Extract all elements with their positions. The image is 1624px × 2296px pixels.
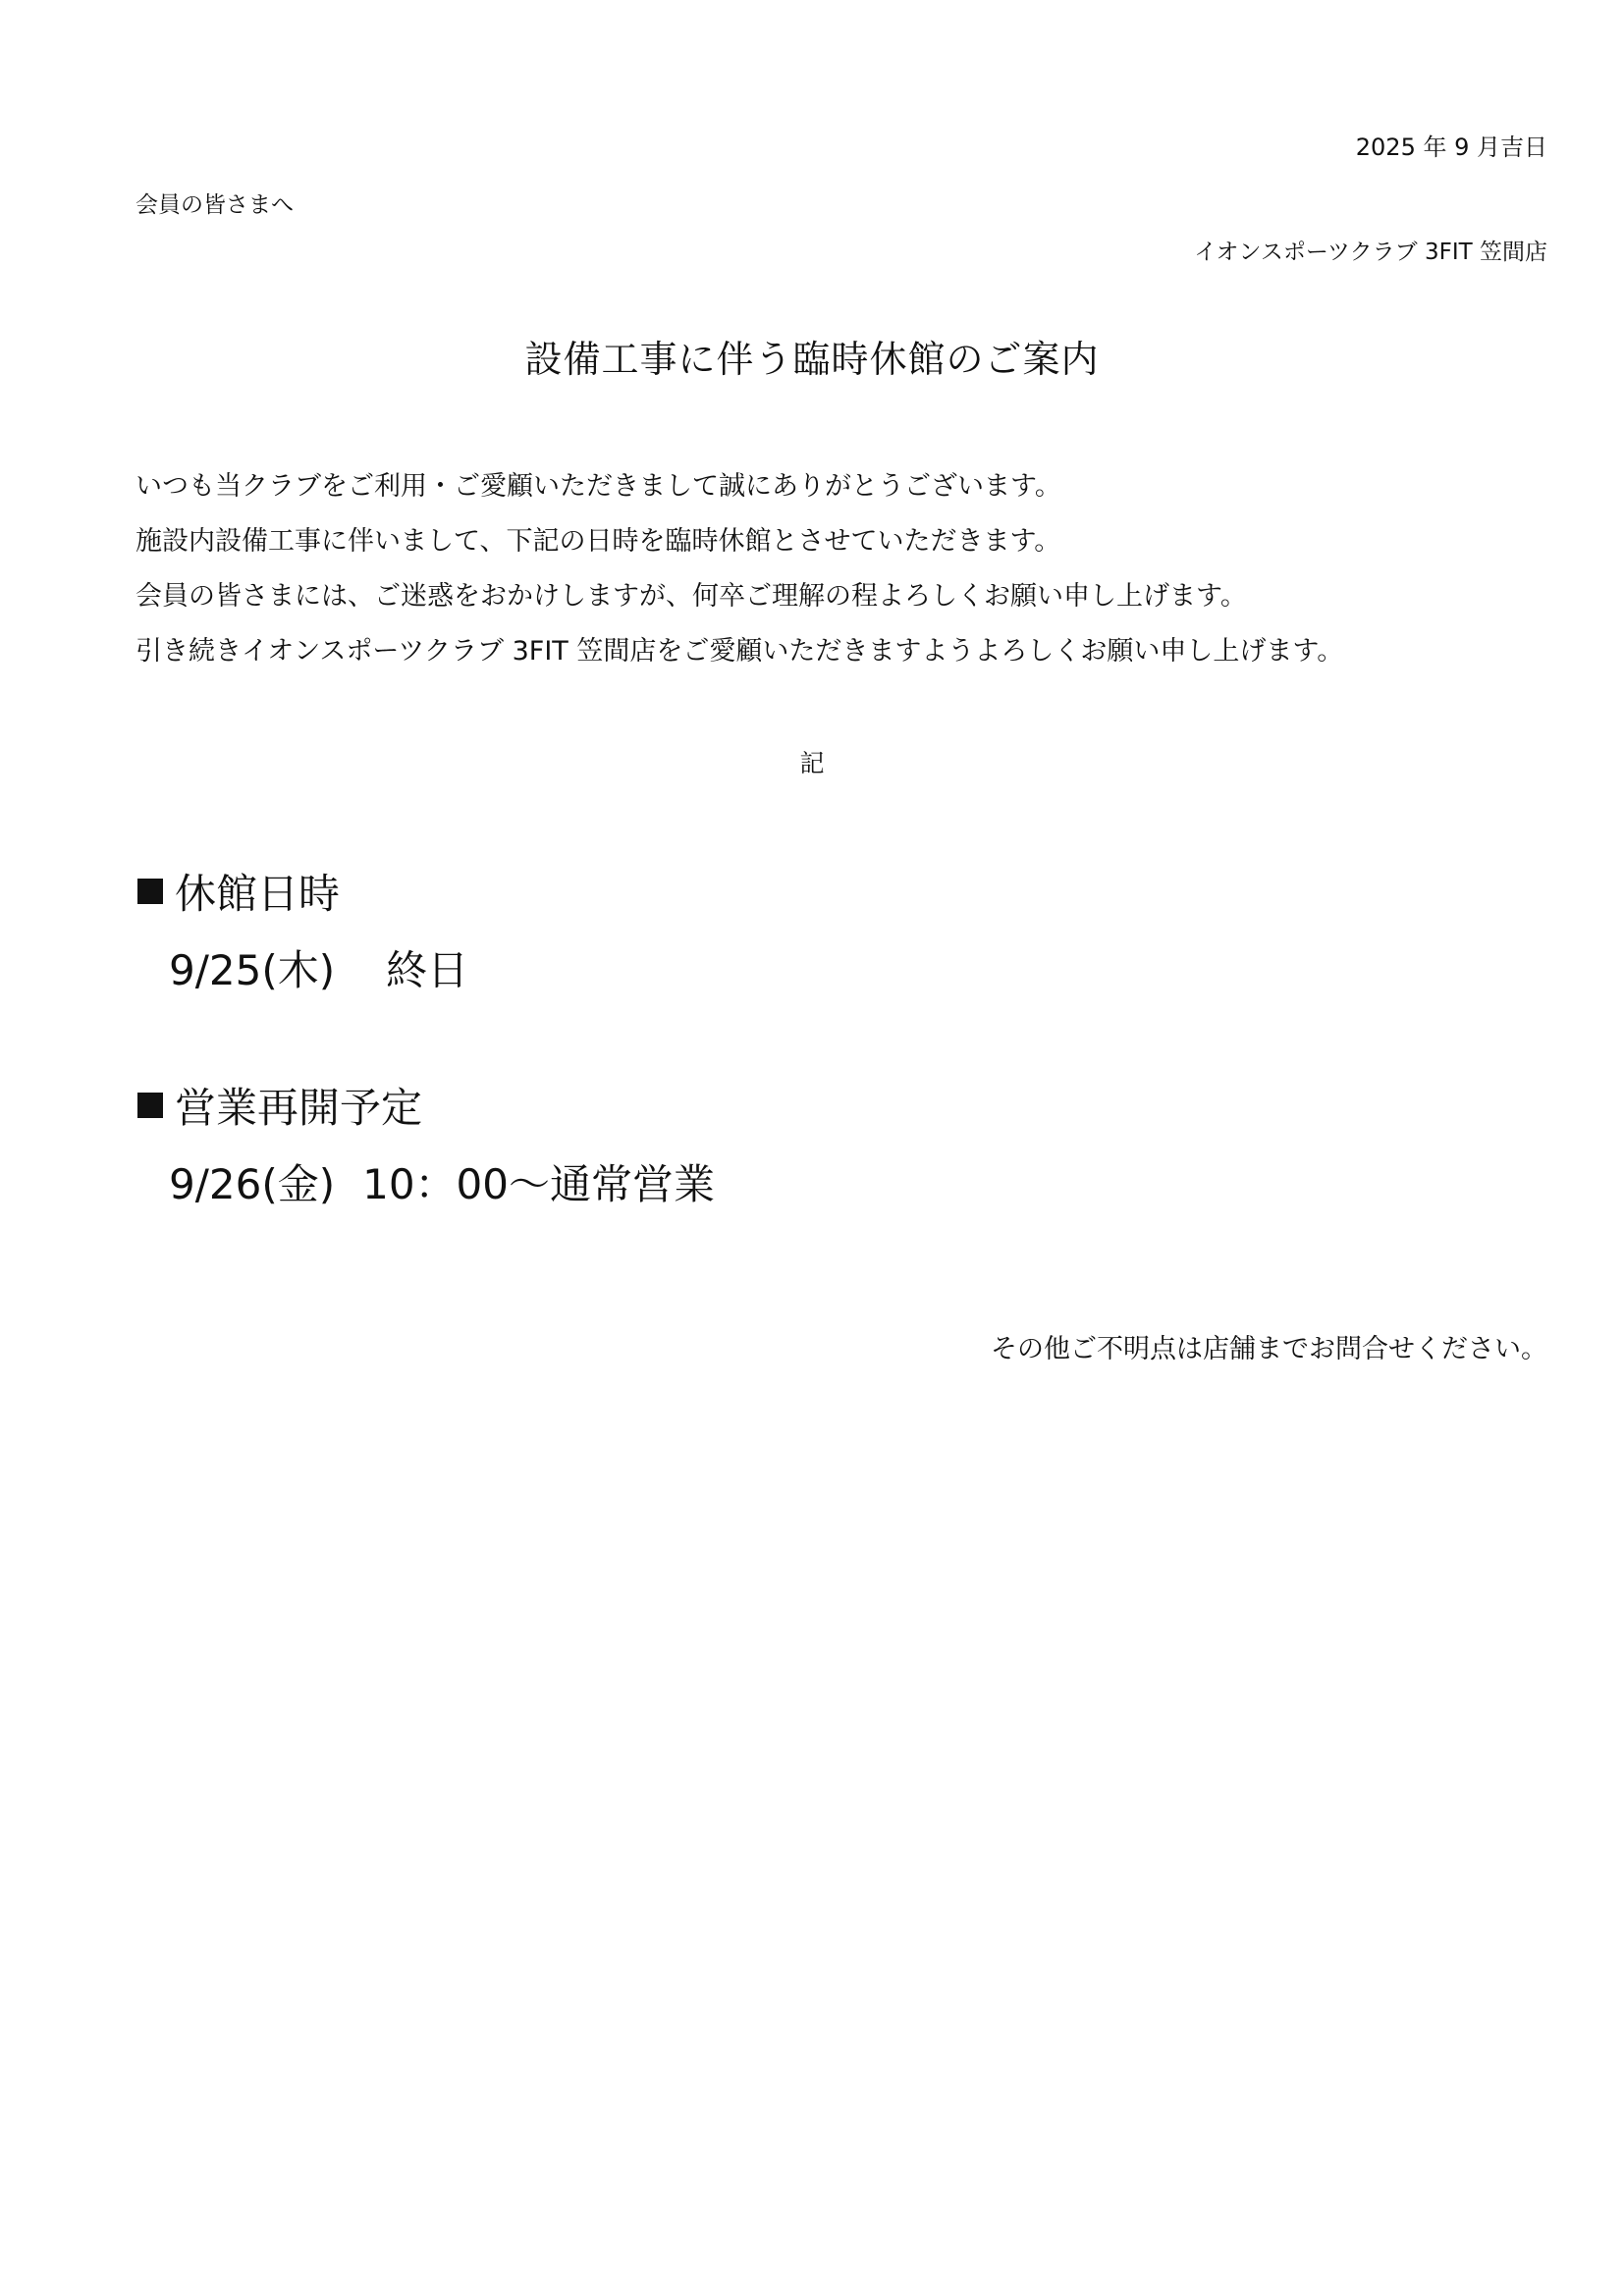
reopen-heading [137,1076,715,1135]
recipient: 会員の皆さまへ [135,192,294,218]
issue-date: 2025 年 9 月吉日 [1355,133,1547,161]
ki-mark: 記 [799,749,825,777]
reopen-heading-label: 営業再開予定 [175,1084,423,1132]
reopen-date: 9/26(金) [169,1160,336,1208]
body-line: 施設内設備工事に伴いまして、下記の日時を臨時休館とさせていただきます。 [135,526,1061,557]
closure-heading-label: 休館日時 [175,870,341,918]
body-text [135,459,1343,679]
closing-note: その他ご不明点は店舗までお問合せください。 [991,1334,1547,1364]
black-square-icon [137,1093,163,1118]
black-square-icon [137,879,163,904]
closure-time: 終日 [386,946,469,994]
closure-date: 9/25(木) [169,946,336,994]
reopen-section [137,1076,715,1211]
reopen-time: 10：00～通常営業 [362,1160,715,1208]
issuer: イオンスポーツクラブ 3FIT 笠間店 [1194,240,1547,265]
page-title: 設備工事に伴う臨時休館のご案内 [524,338,1100,381]
closure-heading [137,862,468,921]
closure-section [137,862,468,997]
body-line: 引き続きイオンスポーツクラブ 3FIT 笠間店をご愛顧いただきますようよろしくお願い申し上げます。 [135,636,1344,667]
reopen-detail [169,1152,715,1211]
body-line: いつも当クラブをご利用・ご愛顧いただきまして誠にありがとうございます。 [135,471,1061,502]
closure-detail [169,938,468,997]
body-line: 会員の皆さまには、ご迷惑をおかけしますが、何卒ご理解の程よろしくお願い申し上げます。 [135,581,1247,612]
